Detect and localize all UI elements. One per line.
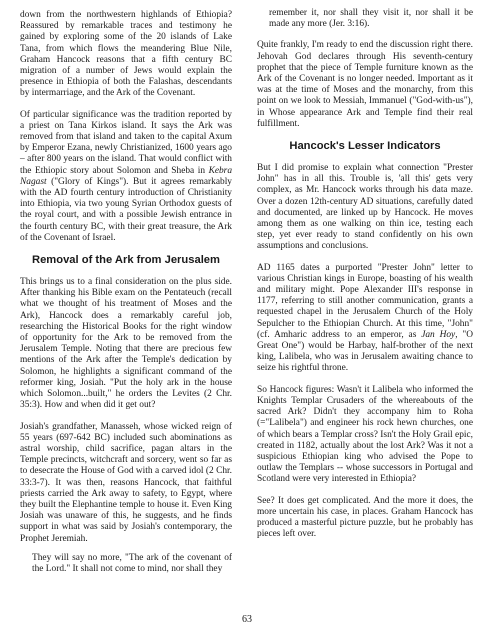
left-paragraph-2-rest: ("Glory of Kings"). But it agrees remarkably with the AD fourth century introduction of Christianity into Ethiopia, via two young Syrian Orthodox guests of the royal court, and with a possible Jewish entrance in the fourth century BC, with their great treasure, the Ark of the Covenant of Israel.: [20, 176, 232, 243]
right-paragraph-5: See? It does get complicated. And the more it does, the more uncertain his case, in places. Graham Hancock has produced a masterful picture puzzle, but he probably has pieces left over.: [257, 495, 473, 540]
right-paragraph-4: So Hancock figures: Wasn't it Lalibela who informed the Knights Templar Crusaders of the whereabouts of the sacred Ark? Didn't they accompany him to Roha (="Lalibela") and engineer his rock hewn churches, one of which bears a Templar cross? Isn't the Holy Grail epic, created in 1182, actually about the lost Ark? Was it not a suspicious Ethiopian king who advised the Pope to outlaw the Templars -- whose successors in Portugal and Scotland were very interested in Ethiopia?: [257, 384, 473, 485]
jeremiah-quote-end: remember it, nor shall they visit it, nor shall it be made any more (Jer. 3:16).: [269, 8, 473, 30]
kebra-nagast-title: Kebra Nagast: [20, 165, 232, 187]
right-paragraph-3-text: AD 1165 dates a purported "Prester John" letter to various Christian kings in Europe, boasting of his wealth and military might. Pope Alexander III's response in 1177, referring to still another communication, grants a requested chapel in the Jerusalem Church of the Holy Sepulcher to the Ethiopian Church. At this time, "John" (cf. Amharic address to an emperor, as: [257, 262, 473, 340]
right-paragraph-2: But I did promise to explain what connection "Prester John" has in all this. Trouble is, 'all this' gets very complex, as Mr. Hancock works through his data maze. Over a dozen 12th-century AD situations, carefully dated and documented, are linked up by Hancock. He moves among them as one walking on thin ice, testing each step, yet ever ready to stand confidently on his own assumptions and conclusions.: [257, 163, 473, 252]
right-paragraph-3-rest: , "O Great One") would be Harbay, half-brother of the next king, Lalibela, who was in Jerusalem awaiting chance to seize his rightful throne.: [257, 329, 473, 374]
left-paragraph-1: down from the northwestern highlands of Ethiopia? Reassured by remarkable traces and testimony he gained by exploring some of the 20 islands of Lake Tana, from which flows the meandering Blue Nile, Graham Hancock reasons that a fifth century BC migration of a number of Jews would explain the presence in Ethiopia of both the Falashas, descendants by intermarriage, and the Ark of the Covenant.: [20, 10, 232, 99]
section-heading-ark-removal: Removal of the Ark from Jerusalem: [32, 254, 220, 267]
left-paragraph-2-text: Of particular significance was the tradition reported by a priest on Tana Kirkos island. It says the Ark was removed from that island and taken to the capital Axum by Emperor Ezana, newly Christianized, 1600 years ago – after 800 years on the island. That would conflict with the Ethiopic story about Solomon and Sheba in: [20, 109, 232, 176]
left-paragraph-2: [20, 110, 232, 244]
right-column: [257, 10, 473, 550]
left-paragraph-4: Josiah's grandfather, Manasseh, whose wicked reign of 55 years (697-642 BC) included such abominations as astral worship, child sacrifice, pagan altars in the Temple precincts, witchcraft and sorcery, went so far as to desecrate the House of God with a carved idol (2 Chr. 33:3-7). It was then, reasons Hancock, that faithful priests carried the Ark away to safety, to Egypt, where they built the Elephantine temple to house it. Even King Josiah was unaware of this, he suggests, and he finds support in what was said by Josiah's contemporary, the Prophet Jeremiah.: [20, 421, 232, 544]
left-paragraph-3: This brings us to a final consideration on the plus side. After thanking his Bible exam on the Pentateuch (recall what we thought of his treatment of Moses and the Ark), Hancock does a remarkably careful job, researching the Historical Books for the right window of opportunity for the Ark to be removed from the Jerusalem Temple. Noting that there are precious few mentions of the Ark after the Temple's dedication by Solomon, he highlights a significant command of the reformer king, Josiah. "Put the holy ark in the house which Solomon...built," he orders the Levites (2 Chr. 35:3). How and when did it get out?: [20, 277, 232, 411]
right-paragraph-3: [257, 263, 473, 375]
right-paragraph-1: Quite frankly, I'm ready to end the discussion right there. Jehovah God declares through His seventh-century prophet that the piece of Temple furniture known as the Ark of the Covenant is no longer needed. Important as it was at the time of Moses and the monarchy, from this point on we look to Messiah, Immanuel ("God-with-us"), in Whose appearance Ark and Temple find their real fulfillment.: [257, 40, 473, 129]
jeremiah-quote-start: They will say no more, "The ark of the covenant of the Lord." It shall not come to mind, nor shall they: [32, 552, 232, 574]
section-heading-lesser-indicators: Hancock's Lesser Indicators: [289, 140, 441, 153]
left-column: [20, 10, 232, 585]
jan-hoy-title: Jan Hoy: [421, 329, 456, 340]
page-number: 63: [242, 614, 252, 625]
